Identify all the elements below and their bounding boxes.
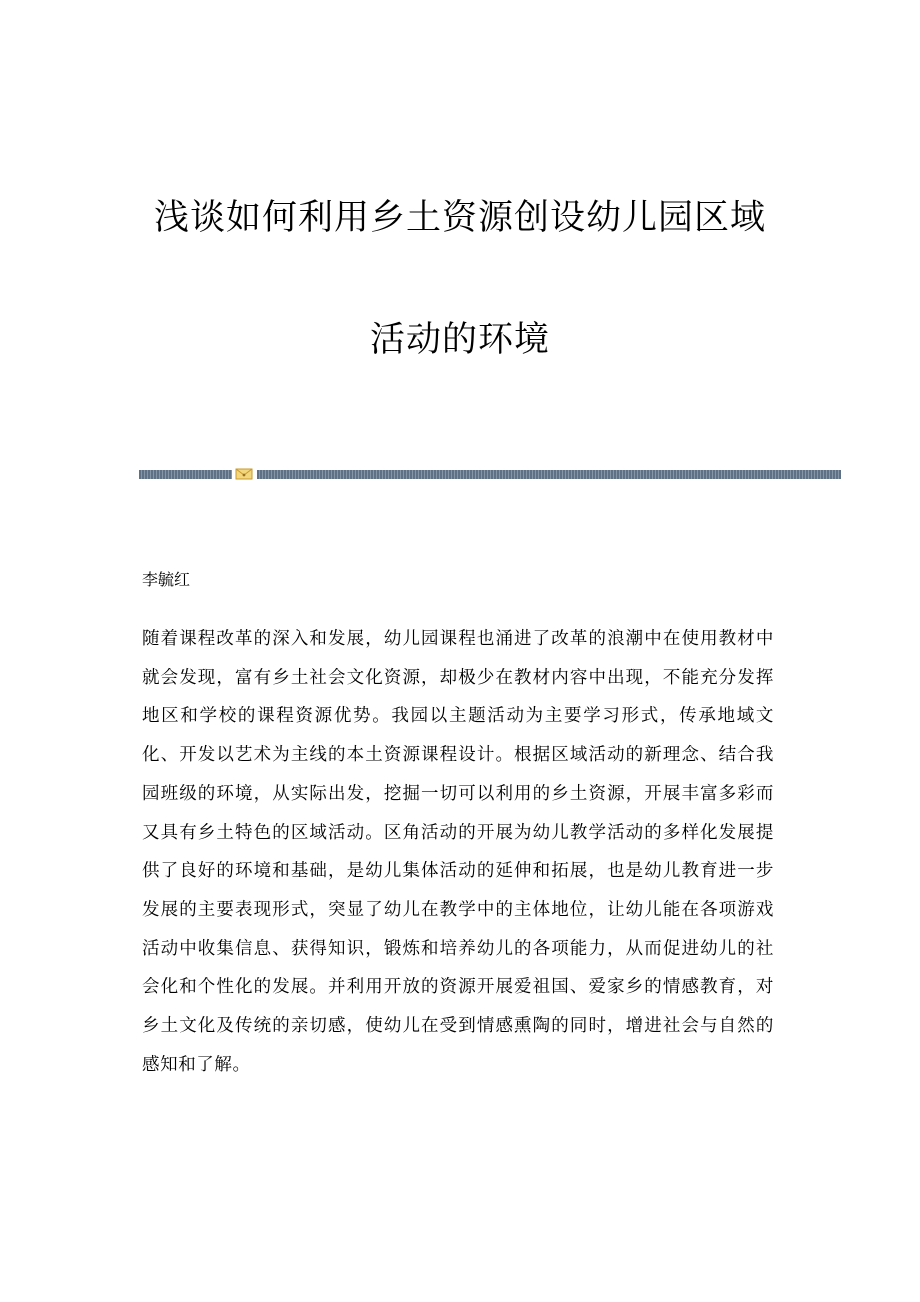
title-line-2: 活动的环境 (369, 320, 550, 360)
title-divider-left (139, 470, 232, 479)
ornament-icon (235, 467, 253, 481)
author-name: 李毓红 (142, 570, 191, 589)
title-line-1: 浅谈如何利用乡土资源创设幼儿园区域 (153, 198, 766, 238)
body-paragraph: 随着课程改革的深入和发展，幼儿园课程也涌进了改革的浪潮中在使用教材中就会发现，富有乡土社会文化资源，却极少在教材内容中出现，不能充分发挥地区和学校的课程资源优势。我园以主题活动为主要学习形式，传承地域文化、开发以艺术为主线的本土资源课程设计。根据区域活动的新理念、结合我园班级的环境，从实际出发，挖掘一切可以利用的乡土资源，开展丰富多彩而又具有乡土特色的区域活动。区角活动的开展为幼儿教学活动的多样化发展提供了良好的环境和基础，是幼儿集体活动的延伸和拓展，也是幼儿教育进一步发展的主要表现形式，突显了幼儿在教学中的主体地位，让幼儿能在各项游戏活动中收集信息、获得知识，锻炼和培养幼儿的各项能力，从而促进幼儿的社会化和个性化的发展。并利用开放的资源开展爱祖国、爱家乡的情感教育，对乡土文化及传统的亲切感，使幼儿在受到情感熏陶的同时，增进社会与自然的感知和了解。 (142, 629, 774, 1075)
title-divider-right (257, 470, 841, 479)
